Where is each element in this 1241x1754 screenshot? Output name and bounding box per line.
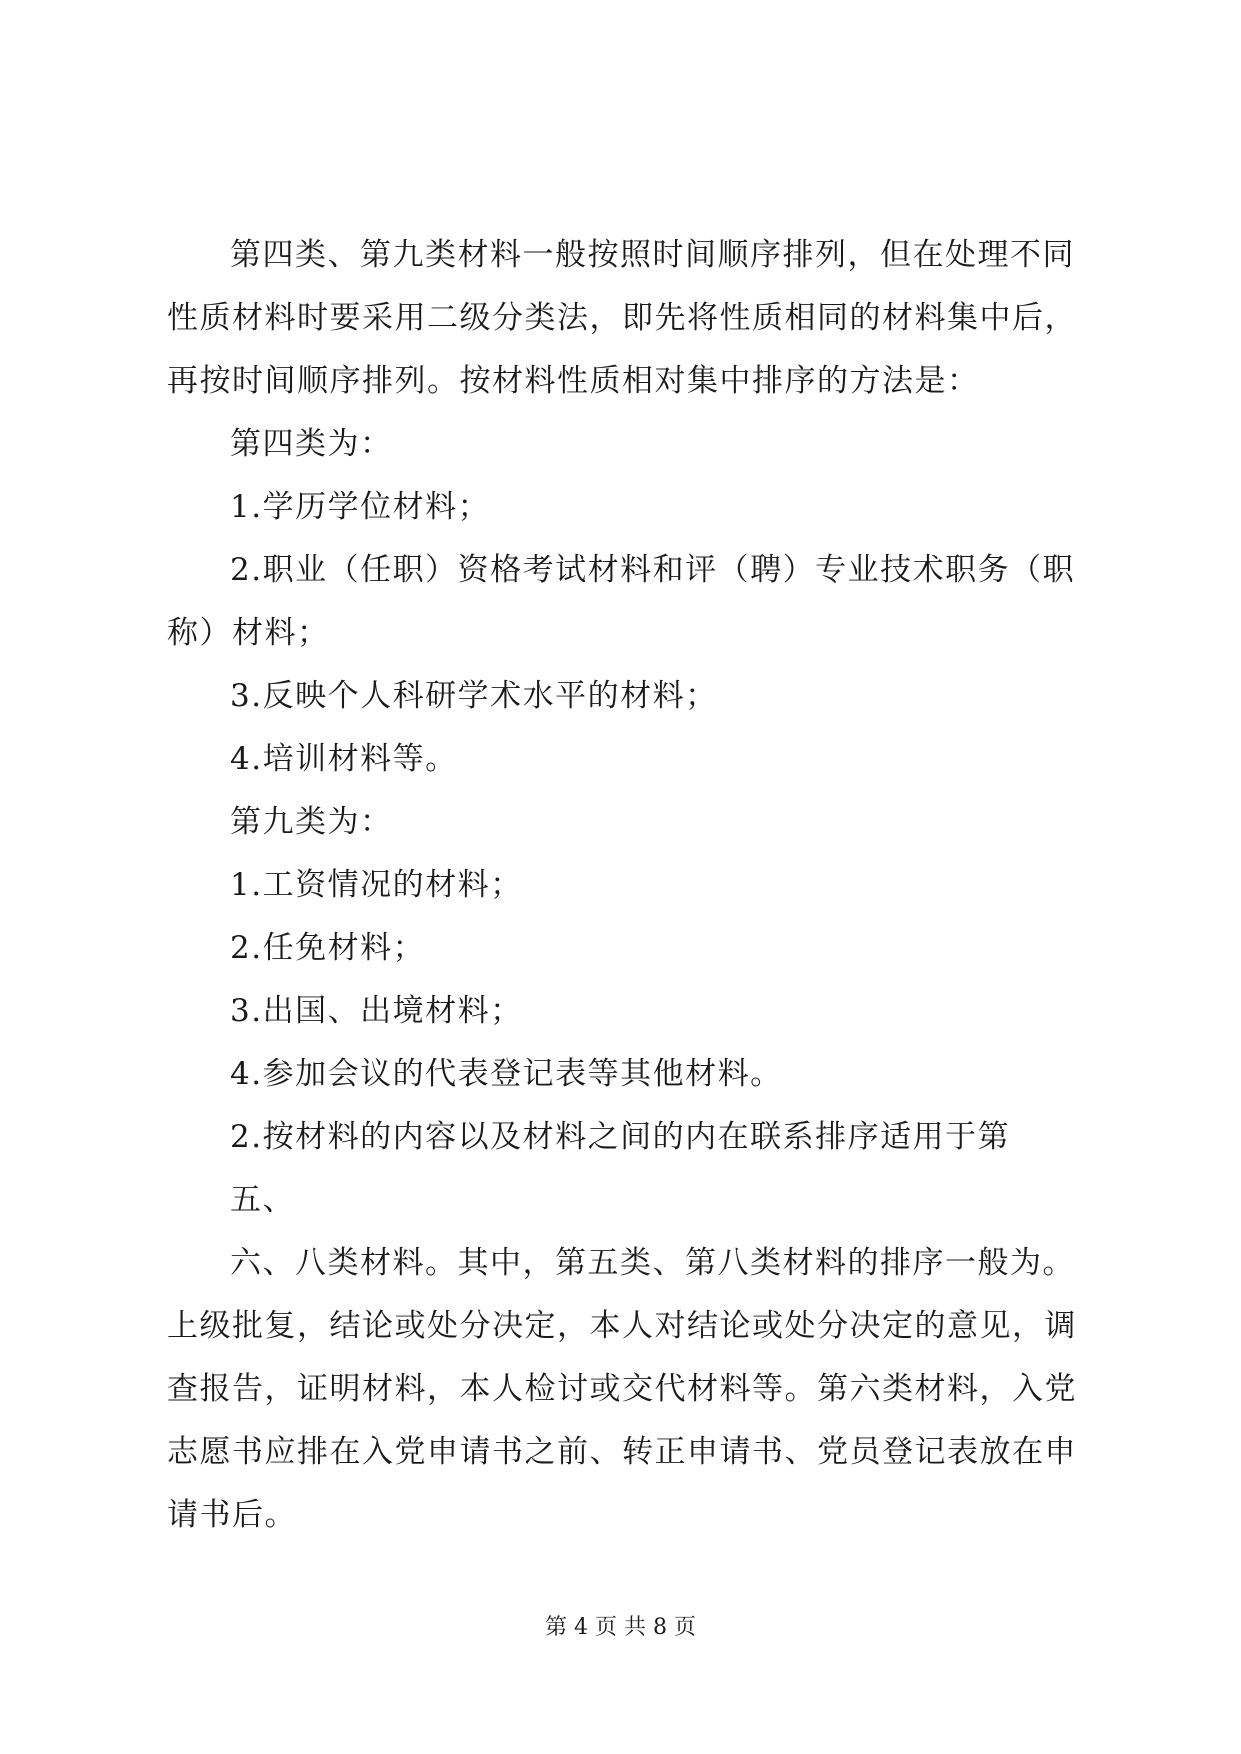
list-item: 2.任免材料；: [230, 930, 426, 966]
paragraph-line: 再按时间顺序排列。按材料性质相对集中排序的方法是：: [167, 363, 980, 399]
list-item: 3.反映个人科研学术水平的材料；: [230, 678, 718, 714]
list-item-continuation: 称）材料；: [167, 615, 330, 651]
paragraph-line: 请书后。: [167, 1497, 297, 1533]
section-heading: 第九类为：: [230, 804, 393, 840]
list-item: 4.参加会议的代表登记表等其他材料。: [230, 1056, 783, 1092]
list-item: 4.培训材料等。: [230, 741, 458, 777]
paragraph-line: 六、八类材料。其中，第五类、第八类材料的排序一般为。: [230, 1245, 1075, 1281]
list-item: 1.工资情况的材料；: [230, 867, 523, 903]
paragraph-line: 五、: [230, 1182, 295, 1218]
page-number-footer: 第 4 页 共 8 页: [545, 1615, 696, 1640]
document-body: [167, 224, 1077, 1547]
paragraph-line: 2.按材料的内容以及材料之间的内在联系排序适用于第: [230, 1119, 1011, 1155]
paragraph-line: 志愿书应排在入党申请书之前、转正申请书、党员登记表放在申: [167, 1434, 1077, 1470]
list-item: 3.出国、出境材料；: [230, 993, 523, 1029]
paragraph-line: 第四类、第九类材料一般按照时间顺序排列，但在处理不同: [230, 237, 1075, 273]
list-item: 1.学历学位材料；: [230, 489, 491, 525]
paragraph-line: 性质材料时要采用二级分类法，即先将性质相同的材料集中后，: [167, 300, 1077, 336]
paragraph-line: 上级批复，结论或处分决定，本人对结论或处分决定的意见，调: [167, 1308, 1077, 1344]
section-heading: 第四类为：: [230, 426, 393, 462]
paragraph-line: 查报告，证明材料，本人检讨或交代材料等。第六类材料，入党: [167, 1371, 1077, 1407]
list-item: 2.职业（任职）资格考试材料和评（聘）专业技术职务（职: [230, 552, 1076, 588]
